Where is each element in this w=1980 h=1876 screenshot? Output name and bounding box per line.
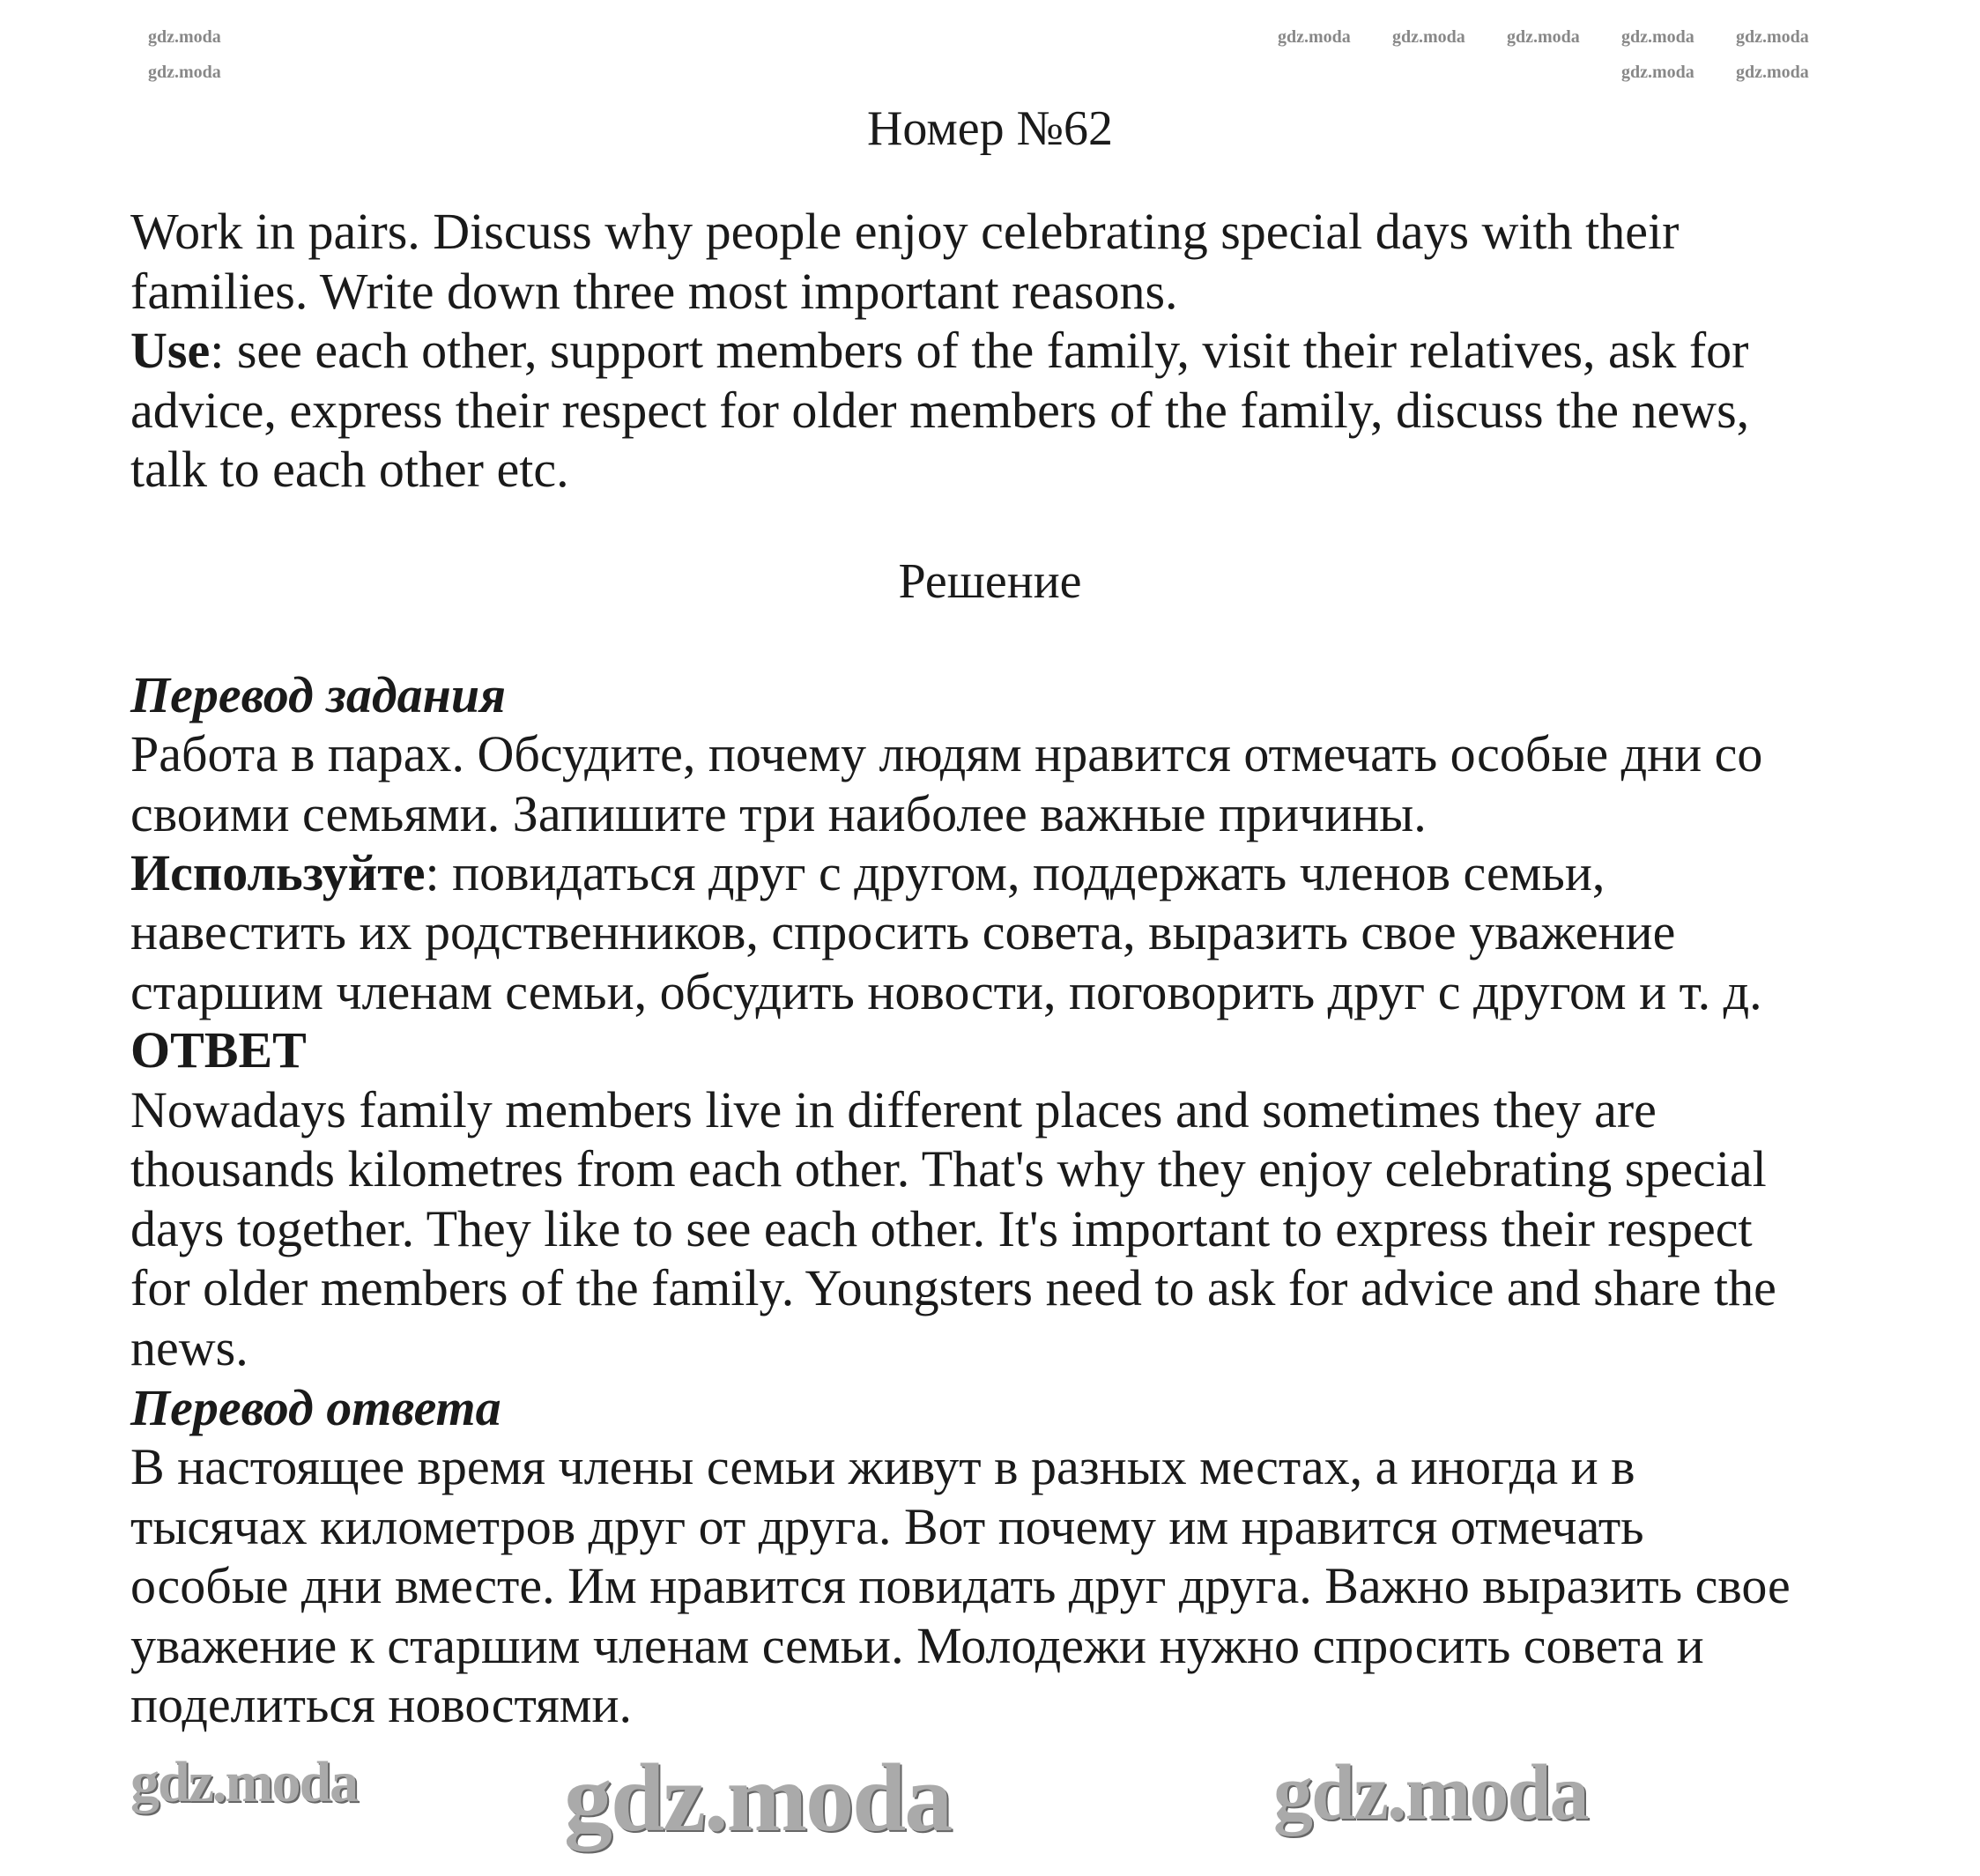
answer-translation-line: В настоящее время члены семьи живут в разных местах, а иногда и в bbox=[130, 1438, 1635, 1495]
answer-line: Nowadays family members live in different places and sometimes they are bbox=[130, 1081, 1657, 1138]
task-line: talk to each other etc. bbox=[130, 441, 569, 498]
watermark-small: gdz.moda bbox=[1392, 27, 1465, 47]
answer-line: news. bbox=[130, 1319, 248, 1376]
translation-line: навестить их родственников, спросить совета, выразить свое уважение bbox=[130, 903, 1676, 960]
task-line: families. Write down three most important reasons. bbox=[130, 263, 1178, 320]
solution-title: Решение bbox=[898, 554, 1082, 609]
watermark-small: gdz.moda bbox=[148, 27, 221, 47]
watermark-small: gdz.moda bbox=[1507, 27, 1580, 47]
answer-translation-line: уважение к старшим членам семьи. Молодежи нужно спросить совета и bbox=[130, 1617, 1704, 1674]
answer-line: for older members of the family. Youngsters need to ask for advice and share the bbox=[130, 1259, 1776, 1316]
answer-translation-line: тысячах километров друг от друга. Вот почему им нравится отмечать bbox=[130, 1498, 1644, 1555]
answer-heading: ОТВЕТ bbox=[130, 1021, 307, 1079]
watermark-small: gdz.moda bbox=[148, 63, 221, 82]
translation-line: старшим членам семьи, обсудить новости, поговорить друг с другом и т. д. bbox=[130, 963, 1762, 1020]
answer-translation-heading: Перевод ответа bbox=[130, 1379, 501, 1436]
translation-line: Работа в парах. Обсудите, почему людям нравится отмечать особые дни со bbox=[130, 725, 1763, 782]
answer-translation-line: поделиться новостями. bbox=[130, 1676, 633, 1733]
task-line: Work in pairs. Discuss why people enjoy celebrating special days with their bbox=[130, 203, 1680, 260]
watermark-small: gdz.moda bbox=[1736, 63, 1809, 82]
task-use-line bbox=[130, 321, 1748, 381]
watermark-large: gdz.moda bbox=[564, 1744, 952, 1851]
watermark-small: gdz.moda bbox=[1621, 27, 1694, 47]
answer-line: thousands kilometres from each other. That's why they enjoy celebrating special bbox=[130, 1140, 1767, 1198]
translation-use-line bbox=[130, 843, 1605, 903]
page-title: Номер №62 bbox=[866, 101, 1114, 156]
watermark-large: gdz.moda bbox=[1273, 1749, 1588, 1836]
watermark-small: gdz.moda bbox=[1736, 27, 1809, 47]
watermark-small: gdz.moda bbox=[1621, 63, 1694, 82]
use-text-ru: : повидаться друг с другом, поддержать членов семьи, bbox=[425, 844, 1606, 901]
use-text: : see each other, support members of the family, visit their relatives, ask for bbox=[210, 322, 1749, 379]
use-label: Use bbox=[130, 322, 211, 379]
watermark-large: gdz.moda bbox=[130, 1750, 358, 1814]
answer-line: days together. They like to see each other. It's important to express their respect bbox=[130, 1200, 1753, 1257]
task-line: advice, express their respect for older members of the family, discuss the news, bbox=[130, 382, 1750, 439]
task-translation-heading: Перевод задания bbox=[130, 666, 506, 723]
use-label-ru: Используйте bbox=[130, 844, 426, 901]
translation-line: своими семьями. Запишите три наиболее важные причины. bbox=[130, 785, 1427, 842]
watermark-small: gdz.moda bbox=[1278, 27, 1351, 47]
answer-translation-line: особые дни вместе. Им нравится повидать друг друга. Важно выразить свое bbox=[130, 1557, 1791, 1614]
